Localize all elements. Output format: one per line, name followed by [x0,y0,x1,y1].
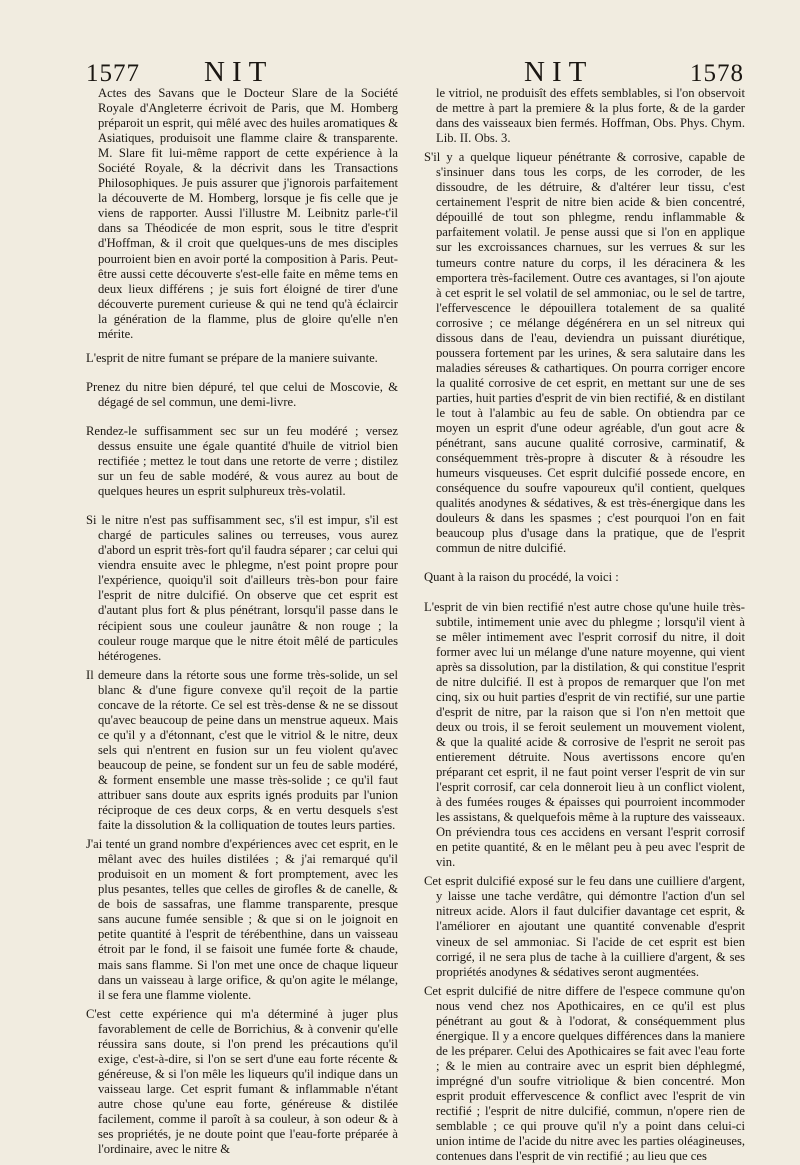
text-paragraph: J'ai tenté un grand nombre d'expériences avec cet esprit, en le mêlant avec des huiles distilées ; & j'ai remarqué qu'il produisoit en un moment & fort promptement, avec les plus pesantes, telles que celles de girofles & de canelle, & de bois de sassafras, une flamme transparente, presque sans aucune fumée sensible ; & que si on le joignoit en petite quantité à l'esprit de térébenthine, dans un vaisseau étroit par le fond, il se faisoit une fumée forte & chaude, mais sans flamme. Si l'on met une once de chaque liqueur dans un vaisseau à large orifice, & qu'on agite le mélange, il se fera une flamme violente. [86,837,398,1002]
text-paragraph: C'est cette expérience qui m'a déterminé à juger plus favorablement de celle de Borrichius, & à convenir qu'elle réussira sans doute, si l'on prend les précautions qu'il exige, c'est-à-dire, si l'on se sert d'une eau forte récente & généreuse, & si l'on mêle les liqueurs qu'il indique dans un vaisseau large. Cet esprit fumant & inflammable n'étant autre chose qu'une eau forte, généreuse & distilée facilement, comme il paroît à sa couleur, à son odeur & à ses propriétés, je ne doute point que l'eau-forte préparée à l'ordinaire, avec le nitre & [86,1006,398,1157]
text-paragraph: Actes des Savans que le Docteur Slare de la Société Royale d'Angleterre écrivoit de Paris, que M. Homberg préparoit un esprit, qui mêlé avec des huiles aromatiques & Asiatiques, produisoit une flamme claire & transparente. M. Slare fit lui-même rapport de cette expérience à la Société Royale, & la décrivit dans les Transactions Philosophiques. Je puis assurer que j'ignorois parfaitement la découverte de M. Homberg, lorsque je fis celle que je viens de rapporter. Aussi l'illustre M. Leibnitz parle-t'il dans sa Théodicée de mon esprit, sous le titre d'esprit d'Hoffman, & il croit que quelques-uns de mes disciples pourroient bien en avoir porté la composition à Paris. Peut-être aussi cette découverte s'est-elle faite en même tems en deux lieux différens ; je suis fort éloigné de tirer d'une découverte purement curieuse & qui ne tend qu'à éclaircir la génération de la flamme, plus de gloire qu'elle n'en mérite. [98,86,398,341]
text-paragraph: Si le nitre n'est pas suffisamment sec, s'il est impur, s'il est chargé de particules salines ou terreuses, vous aurez d'abord un esprit très-fort qu'il faudra séparer ; car celui qui viendra ensuite avec le phlegme, n'est point propre pour l'expérience, quoiqu'il soit d'ailleurs très-bon pour faire l'esprit de nitre dulcifié. On observe que cet esprit est d'autant plus fort & plus pénétrant, lorsqu'il passe dans le récipient sous une couleur jaunâtre & non rouge ; la couleur rouge marque que le nitre étoit mêlé de particules hétérogenes. [86,513,398,663]
text-paragraph: Rendez-le suffisamment sec sur un feu modéré ; versez dessus ensuite une égale quantité d'huile de vitriol bien rectifiée ; mettez le tout dans une retorte de verre ; distilez sur un feu de sable modéré, & vous aurez au bout de quelques heures un esprit sulphureux très-volatil. [86,423,398,499]
text-paragraph: L'esprit de vin bien rectifié n'est autre chose qu'une huile très-subtile, intimement unie avec du phlegme ; lorsqu'il vient à se mêler intimement avec l'esprit corrosif du nitre, il doit former avec lui un mélange d'une nature moyenne, qui vient après sa dissolution, par la distilation, & qui constitue l'esprit de nitre dulcifié. Il est à propos de remarquer que l'on met cinq, six ou huit parties d'esprit de vin rectifié, sur une partie d'esprit de nitre, par la raison que si l'on n'en mettoit que deux ou trois, il se feroit seulement un mouvement violent, & que la qualité acide & corrosive de l'esprit ne seroit pas entierement détruite. Nous avertissons encore qu'en préparant cet esprit, il ne faut point verser l'esprit de vin sur l'esprit corrosif, car cela donneroit lieu à un conflict violent, à des fumées rouges & épaisses qui pourroient incommoder les assistans, & quelquefois même à la rupture des vaisseaux. On préviendra tous ces accidens en versant l'esprit corrosif en petite quantité, & en le mêlant peu à peu avec l'esprit de vin. [424,599,745,870]
left-text-column [86,86,398,1157]
right-page-number: 1578 [690,60,744,87]
right-page-header [418,56,744,90]
left-page-number: 1577 [86,60,140,87]
left-page-header [86,56,396,90]
text-paragraph: Cet esprit dulcifié exposé sur le feu dans une cuilliere d'argent, y laisse une tache verdâtre, qui démontre l'action d'un sel nitreux acide. Alors il faut dulcifier davantage cet esprit, & l'améliorer en ajoutant une quantité convenable d'esprit vineux de sel ammoniac. Si l'acide de cet esprit est bien corrigé, il ne sera plus de tache à la cuilliere d'argent, & ses propriétés anodynes & sédatives seront augmentées. [424,874,745,979]
text-paragraph: Prenez du nitre bien dépuré, tel que celui de Moscovie, & dégagé de sel commun, une demi-livre. [86,379,398,409]
text-paragraph: le vitriol, ne produisît des effets semblables, si l'on observoit de mettre à part la premiere & la plus forte, & de la garder dans des vaisseaux bien fermés. Hoffman, Obs. Phys. Chym. Lib. II. Obs. 3. [436,86,745,146]
text-paragraph: Cet esprit dulcifié de nitre differe de l'espece commune qu'on nous vend chez nos Apothicaires, en ce qu'il est plus pénétrant au gout & à l'odorat, & conséquemment plus énergique. Il y a encore quelques différences dans la maniere de les préparer. Celui des Apothicaires se fait avec l'eau forte ; & le mien au contraire avec un esprit bien déphlegmé, imprégné d'un soufre vitriolique & bien concentré. Mon esprit produit effervescence & conflict avec l'esprit de vin rectifié ; l'esprit de nitre dulcifié, commun, n'opere rien de semblable ; ce qui prouve qu'il n'y a point dans celui-ci union intime de l'acide du nitre avec les parties oléagineuses, contenues dans l'esprit de vin rectifié ; au lieu que ces [424,983,745,1164]
text-paragraph: S'il y a quelque liqueur pénétrante & corrosive, capable de s'insinuer dans tous les corps, de les corroder, de les dissoudre, de les détruire, & d'altérer leur tissu, c'est certainement l'esprit de nitre bien acide & bien concentré, dépouillé de tout son phlegme, rendu inflammable & parfaitement volatil. Je pense aussi que si l'on en applique sur les excroissances charnues, sur les verrues & sur les tumeurs contre nature du corps, il les déracinera & les emportera très-facilement. Outre ces avantages, si l'on ajoute à cet esprit le sel volatil de sel ammoniac, ou le sel de tartre, l'effervescence le dépouillera totalement de sa qualité corrosive ; ce mélange dégénérera en un sel nitreux qui dissous dans de l'eau, deviendra un puissant diurétique, poussera fortement par les urines, & sera salutaire dans les maladies séreuses & cathartiques. On pourra corriger encore la qualité corrosive de cet esprit, en mettant sur une de ses parties, huit parties d'esprit de vin bien rectifié, & en distilant le tout à l'alambic au feu de sable. On obtiendra par ce moyen un esprit d'une odeur agréable, d'un gout acre & pénétrant, sans aucune qualité corrosive, carminatif, & conséquemment très-propre à discuter & à résoudre les humeurs visqueuses. Cet esprit dulcifié possede encore, en conséquence du soufre vapoureux qu'il contient, quelques qualités anodynes & sédatives, & est très-énergique dans les douleurs & dans les spasmes ; c'est pourquoi l'on en fait beaucoup plus d'usage dans la pratique, que de l'esprit commun de nitre dulcifié. [424,150,745,556]
right-text-column [424,86,745,1164]
text-paragraph: Quant à la raison du procédé, la voici : [424,570,619,585]
text-paragraph: Il demeure dans la rétorte sous une forme très-solide, un sel blanc & d'une figure convexe qu'il reçoit de la partie concave de la rétorte. Ce sel est très-dense & ne se dissout qu'avec beaucoup de peine dans un menstrue aqueux. Mais ce qu'il y a d'étonnant, c'est que le vitriol & le nitre, deux sels qui n'entrent en fusion sur un feu violent qu'avec beaucoup de peine, se fondent sur un feu de sable modéré, & forment ensemble une masse très-solide ; ce qu'il faut attribuer sans doute aux esprits ignés produits par l'union réciproque de ces deux corps, & en vertu desquels s'est faite la dissolution & la colliquation de toutes leurs parties. [86,667,398,833]
right-running-head: NIT [524,56,594,88]
text-paragraph: L'esprit de nitre fumant se prépare de la maniere suivante. [86,350,378,365]
left-running-head: NIT [204,56,274,88]
